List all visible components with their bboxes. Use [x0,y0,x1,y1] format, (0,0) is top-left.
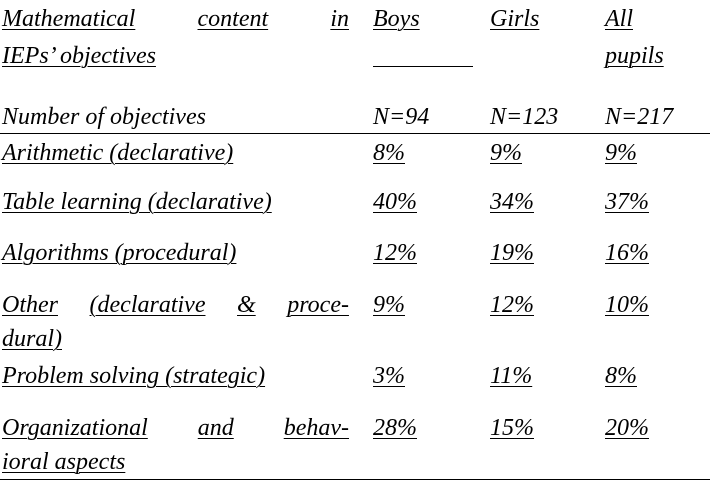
row-label-word: proce- [287,292,349,318]
cell-boys: 40% [373,189,417,215]
cell-boys: 8% [373,140,405,166]
column-header-girls: Girls [490,6,540,32]
row-label-word: and [197,415,234,441]
header-label-word: Mathematical [2,6,136,32]
cell-all: 8% [605,363,637,389]
cell-girls: 34% [490,189,534,215]
cell-all: 10% [605,292,649,318]
row-label: Table learning (declarative) [2,189,272,215]
cell-boys: 12% [373,240,417,266]
cell-boys: 9% [373,292,405,318]
row-label-word: (declarative [89,292,206,318]
cell-all: 9% [605,140,637,166]
column-header-all-line1: All [605,6,633,32]
cell-girls: 12% [490,292,534,318]
header-label-word: content [197,6,269,32]
cell-all: 20% [605,415,649,441]
header-label-line2: IEPs’ objectives [2,43,156,69]
row-label-word: behav- [283,415,349,441]
cell-all: 37% [605,189,649,215]
row-label-word: & [237,292,256,318]
cell-girls: 11% [490,363,533,389]
boys-header-underline [373,66,473,67]
column-header-all-line2: pupils [605,43,664,69]
row-label-line2: ioral aspects [2,449,126,475]
cell-girls: 9% [490,140,522,166]
row-label: Algorithms (procedural) [2,240,237,266]
cell-all: 16% [605,240,649,266]
row-label-line1 [2,290,349,320]
row-label: Problem solving (strategic) [2,363,266,389]
count-girls: N=123 [490,104,559,130]
cell-boys: 3% [373,363,405,389]
row-label-word: Organizational [2,415,148,441]
row-label-word: Other [2,292,58,318]
row-label-line1 [2,413,349,443]
header-label-word: in [330,6,349,32]
count-boys: N=94 [373,104,430,130]
header-rule [0,133,710,134]
count-label: Number of objectives [2,104,206,130]
row-label-line2: dural) [2,326,62,352]
cell-girls: 15% [490,415,534,441]
cell-girls: 19% [490,240,534,266]
count-all: N=217 [605,104,674,130]
column-header-boys: Boys [373,6,420,32]
row-label: Arithmetic (declarative) [2,140,234,166]
cell-boys: 28% [373,415,417,441]
bottom-rule [0,479,710,480]
header-label-line1 [2,4,349,34]
